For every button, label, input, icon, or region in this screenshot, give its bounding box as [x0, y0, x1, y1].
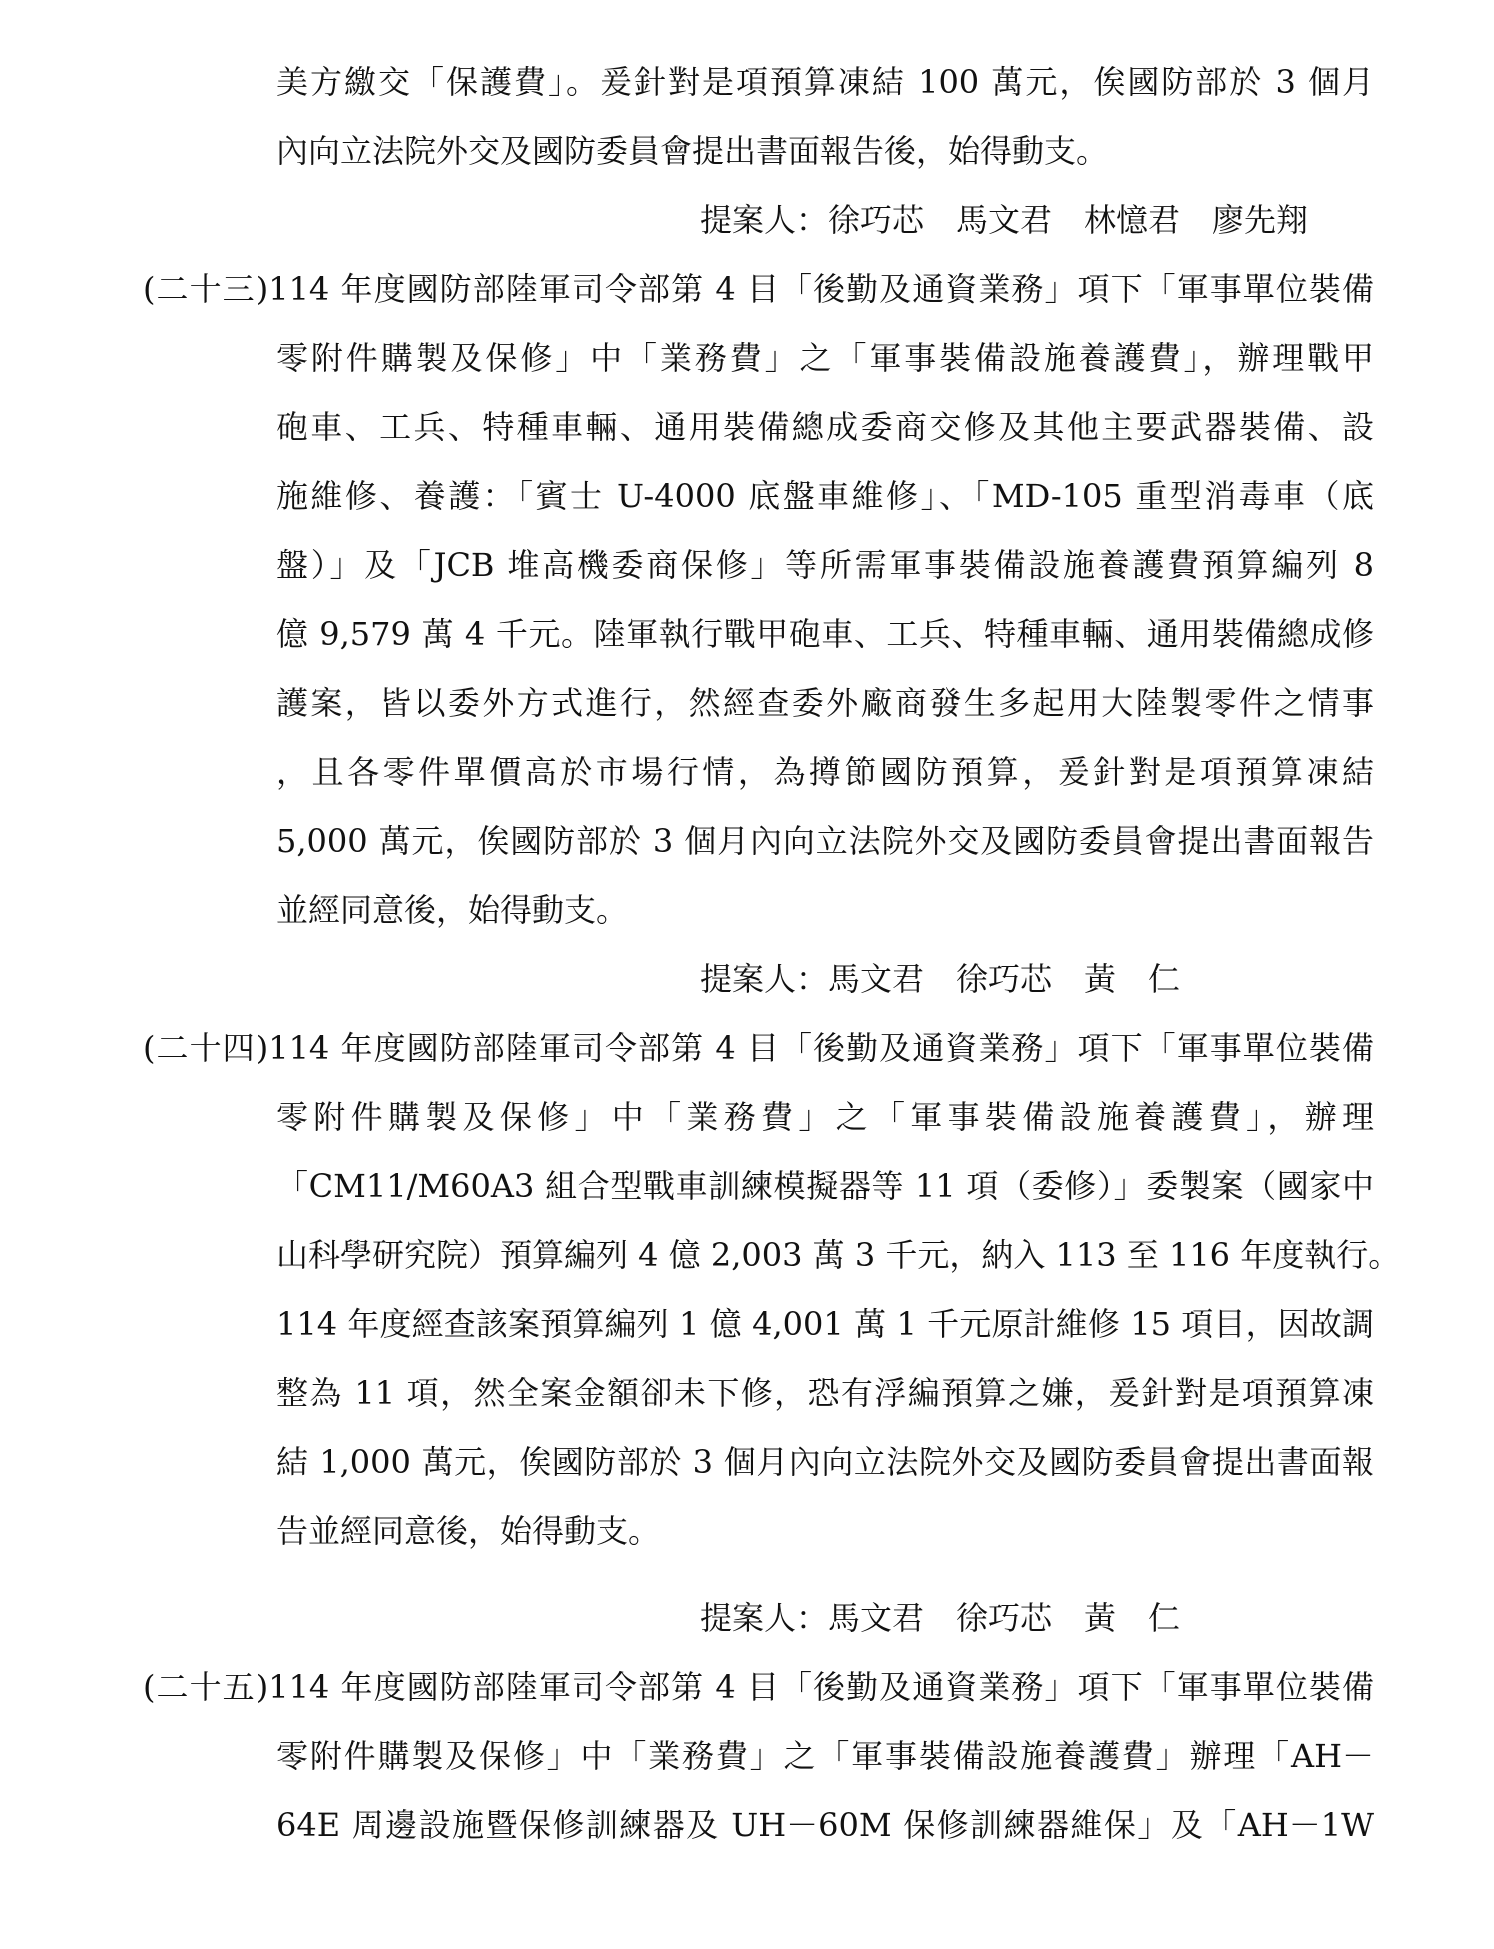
item-23-line-7: 護案，皆以委外方式進行，然經查委外廠商發生多起用大陸製零件之情事 — [276, 684, 1374, 722]
item-24-first-text: 114 年度國防部陸軍司令部第 4 目「後勤及通資業務」項下「軍事單位裝備 — [268, 1029, 1374, 1067]
item-25-line-2: 零附件購製及保修」中「業務費」之「軍事裝備設施養護費」辦理「AH－ — [276, 1737, 1374, 1775]
item-23-line-1 — [143, 271, 1374, 307]
item-24-line-4: 山科學研究院）預算編列 4 億 2,003 萬 3 千元，納入 113 至 116 年度執行。 — [276, 1236, 1401, 1274]
item-23-line-4: 施維修、養護：「賓士 U-4000 底盤車維修」、「MD-105 重型消毒車（底 — [276, 477, 1374, 515]
item-24-line-2: 零附件購製及保修」中「業務費」之「軍事裝備設施養護費」，辦理 — [276, 1098, 1374, 1136]
item-24-line-7: 結 1,000 萬元，俟國防部於 3 個月內向立法院外交及國防委員會提出書面報 — [276, 1443, 1374, 1481]
item-25-line-1 — [143, 1669, 1374, 1705]
item-23-line-9: 5,000 萬元，俟國防部於 3 個月內向立法院外交及國防委員會提出書面報告 — [276, 822, 1374, 860]
intro-line-2: 內向立法院外交及國防委員會提出書面報告後，始得動支。 — [276, 132, 1109, 170]
item-24-number: (二十四) — [143, 1029, 269, 1067]
item-25-number: (二十五) — [143, 1668, 269, 1706]
item-23-proposer: 提案人：馬文君 徐巧芯 黃 仁 — [700, 960, 1181, 998]
item-23-line-2: 零附件購製及保修」中「業務費」之「軍事裝備設施養護費」，辦理戰甲 — [276, 339, 1374, 377]
item-24-proposer: 提案人：馬文君 徐巧芯 黃 仁 — [700, 1599, 1181, 1637]
intro-proposer: 提案人：徐巧芯 馬文君 林憶君 廖先翔 — [700, 201, 1309, 239]
item-24-line-8: 告並經同意後，始得動支。 — [276, 1512, 661, 1550]
item-25-first-text: 114 年度國防部陸軍司令部第 4 目「後勤及通資業務」項下「軍事單位裝備 — [268, 1668, 1374, 1706]
item-25-line-3: 64E 周邊設施暨保修訓練器及 UH－60M 保修訓練器維保」及「AH－1W — [276, 1806, 1374, 1844]
item-23-line-6: 億 9,579 萬 4 千元。陸軍執行戰甲砲車、工兵、特種車輛、通用裝備總成修 — [276, 615, 1374, 653]
item-23-line-3: 砲車、工兵、特種車輛、通用裝備總成委商交修及其他主要武器裝備、設 — [276, 408, 1374, 446]
item-24-line-1 — [143, 1030, 1374, 1066]
item-23-line-5: 盤）」及「JCB 堆高機委商保修」等所需軍事裝備設施養護費預算編列 8 — [276, 546, 1374, 584]
item-23-number: (二十三) — [143, 270, 269, 308]
item-23-first-text: 114 年度國防部陸軍司令部第 4 目「後勤及通資業務」項下「軍事單位裝備 — [268, 270, 1374, 308]
item-23-line-8: ，且各零件單價高於市場行情，為撙節國防預算，爰針對是項預算凍結 — [276, 753, 1374, 791]
item-23-line-10: 並經同意後，始得動支。 — [276, 891, 629, 929]
item-24-line-5: 114 年度經查該案預算編列 1 億 4,001 萬 1 千元原計維修 15 項目，因故調 — [276, 1305, 1374, 1343]
item-24-line-3: 「CM11/M60A3 組合型戰車訓練模擬器等 11 項（委修）」委製案（國家中 — [276, 1167, 1374, 1205]
item-24-line-6: 整為 11 項，然全案金額卻未下修，恐有浮編預算之嫌，爰針對是項預算凍 — [276, 1374, 1374, 1412]
intro-line-1: 美方繳交「保護費」。爰針對是項預算凍結 100 萬元，俟國防部於 3 個月 — [276, 63, 1374, 101]
